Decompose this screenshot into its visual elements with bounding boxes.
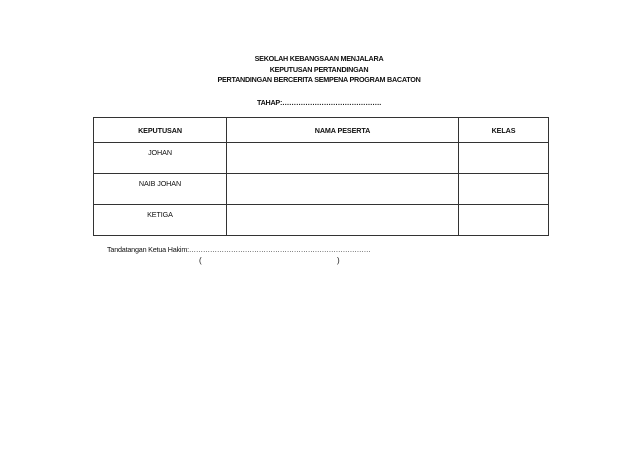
document-subtitle: KEPUTUSAN PERTANDINGAN [269,64,369,74]
kelas-cell[interactable] [459,174,549,205]
keputusan-cell: KETIGA [94,205,227,236]
nama-peserta-cell[interactable] [227,143,459,174]
signature-open-paren: ( [199,256,202,265]
kelas-cell[interactable] [459,143,549,174]
column-header-keputusan: KEPUTUSAN [94,118,227,143]
signature-close-paren: ) [337,256,340,265]
kelas-cell[interactable] [459,205,549,236]
table-row [94,205,549,236]
keputusan-cell: JOHAN [94,143,227,174]
nama-peserta-cell[interactable] [227,205,459,236]
keputusan-cell: NAIB JOHAN [94,174,227,205]
table-row [94,174,549,205]
results-table [93,117,549,236]
signature-line: Tandatangan Ketua Hakim:…………………………………………………………………… [107,245,371,254]
table-header-row [94,118,549,143]
document-header [0,54,638,108]
school-name: SEKOLAH KEBANGSAAN MENJALARA [254,54,384,63]
event-title: PERTANDINGAN BERCERITA SEMPENA PROGRAM BACATON [217,75,421,84]
column-header-kelas: KELAS [459,118,549,143]
tahap-field: TAHAP:……………………………………. [257,97,381,107]
nama-peserta-cell[interactable] [227,174,459,205]
column-header-nama-peserta: NAMA PESERTA [227,118,459,143]
table-row [94,143,549,174]
